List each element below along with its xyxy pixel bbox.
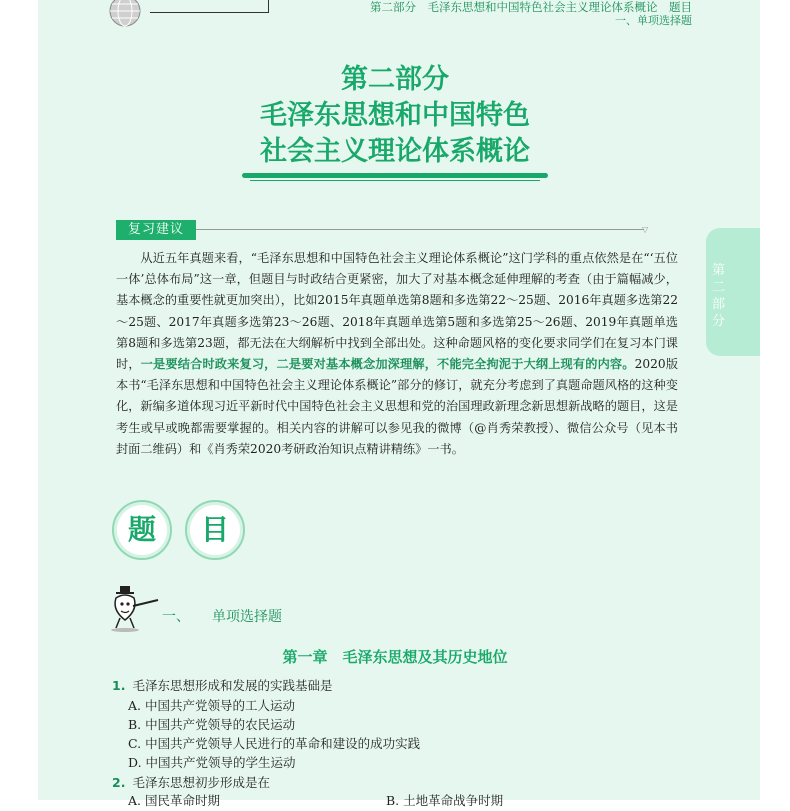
question-option: B. 中国共产党领导的农民运动 [128, 717, 296, 732]
review-text-b: 2020版本书“毛泽东思想和中国特色社会主义理论体系概论”部分的修订，就充分考虑到了真题命题风格的这种变化，新编多道体现习近平新时代中国特色社会主义思想和党的治国理政新理念新思想新战略的题目，这是考生或早或晚都需要掌握的。相关内容的讲解可以参见我的微博（@肖秀荣教授）、微信公众号（见本书封面二维码）和《肖秀荣2020考研政治知识点精讲精练》一书。 [116, 357, 679, 456]
review-divider [196, 229, 644, 230]
triangle-icon: ▽ [642, 225, 649, 234]
badge-ti: 题 [112, 500, 172, 560]
question-number: 1. [112, 678, 126, 693]
review-paragraph [116, 248, 678, 460]
running-subheader: 一、单项选择题 [615, 14, 692, 27]
section-title: 单项选择题 [212, 609, 282, 625]
question-option: A. 中国共产党领导的工人运动 [128, 698, 295, 713]
section-heading [162, 606, 282, 626]
question-text: 毛泽东思想初步形成是在 [132, 775, 270, 790]
part-title-line3: 社会主义理论体系概论 [260, 136, 530, 167]
side-tab-label: 第二部分 [712, 263, 726, 329]
question-text: 毛泽东思想形成和发展的实践基础是 [132, 678, 333, 693]
question-stem [112, 676, 332, 696]
question-option: C. 中国共产党领导人民进行的革命和建设的成功实践 [128, 736, 421, 751]
chapter-title: 第一章 毛泽东思想及其历史地位 [282, 648, 508, 666]
question-option: B. 土地革命战争时期 [386, 793, 504, 808]
part-title: 第二部分 [341, 64, 449, 95]
globe-icon [108, 0, 142, 28]
review-highlight: 一是要结合时政来复习，二是要对基本概念加深理解，不能完全拘泥于大纲上现有的内容。 [140, 357, 635, 372]
part-title-line2: 毛泽东思想和中国特色 [260, 100, 530, 131]
header-rule [150, 12, 268, 13]
review-text-a: 从近五年真题来看，“毛泽东思想和中国特色社会主义理论体系概论”这门学科的重点依然是在“‘五位一体’总体布局”这一章，但题目与时政结合更紧密，加大了对基本概念延伸理解的考查（由于篇幅减少，基本概念的重要性就更加突出），比如2015年真题单选第8题和多选第22～25题、2016年真题多选第22～25题、2017年真题多选第23～26题、2018年真题单选第5题和多选第25～26题、2019年真题单选第8题和多选第23题，都无法在大纲解析中找到全部出处。这种命题风格的变化要求同学们在复习本门课时， [116, 251, 678, 372]
question-stem [112, 773, 270, 793]
question-option: A. 国民革命时期 [128, 793, 220, 808]
mascot-icon [108, 584, 164, 632]
review-tag: 复习建议 [116, 220, 196, 240]
section-number: 一、 [162, 609, 190, 625]
running-header: 第二部分 毛泽东思想和中国特色社会主义理论体系概论 题目 [370, 0, 692, 14]
badge-mu: 目 [185, 500, 245, 560]
header-rule-tick [268, 0, 269, 13]
title-underline-thin [250, 180, 540, 181]
question-option: D. 中国共产党领导的学生运动 [128, 755, 296, 770]
question-number: 2. [112, 775, 126, 790]
title-underline [242, 173, 548, 178]
